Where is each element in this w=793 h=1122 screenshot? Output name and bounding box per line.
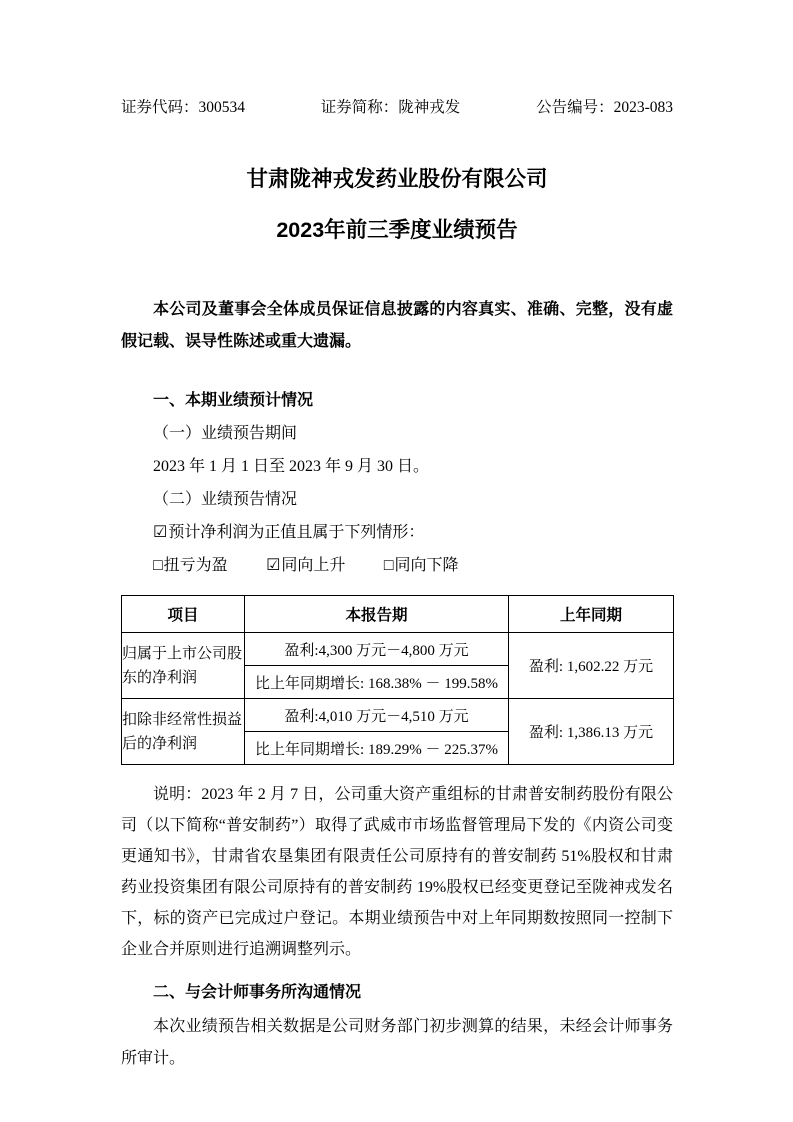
row-net-profit-amount: 盈利:4,300 万元－4,800 万元 [245,633,509,666]
table-row [122,633,674,666]
checkbox-checked-icon: ☑ [266,557,281,574]
option-turn-to-profit [153,557,228,574]
checkbox-unchecked-icon: □ [153,557,163,574]
section1-heading: 一、本期业绩预计情况 [153,392,314,409]
checkbox-unchecked-icon: □ [383,557,394,574]
row-net-profit-last-year: 盈利: 1,602.22 万元 [509,633,674,699]
section2-heading: 二、与会计师事务所沟通情况 [153,984,362,1001]
forecast-table [121,595,674,765]
column-header-item: 项目 [122,596,245,633]
row-item-net-profit: 归属于上市公司股东的净利润 [122,633,245,699]
checkbox-checked-icon: ☑ [153,524,168,541]
option-label: 同向上升 [281,557,346,574]
announcement-number: 公告编号：2023-083 [536,99,673,116]
column-header-current-period: 本报告期 [245,596,509,633]
option-same-direction-up [266,557,345,574]
option-label: 扭亏为盈 [163,557,228,574]
explanation-paragraph: 说明：2023 年 2 月 7 日，公司重大资产重组标的甘肃普安制药股份有限公司（以下简称“普安制药”）取得了武威市市场监督管理局下发的《内资公司变更通知书》，甘肃省农垦集团有限责任公司原持有的普安制药 51%股权和甘肃药业投资集团有限公司原持有的普安制药 19%股权已经变更登记至陇神戎发名下，标的资产已完成过户登记。本期业绩预告中对上年同期数按照同一控制下企业合并原则进行追溯调整列示。 [121,786,673,958]
row-net-profit-excl-amount: 盈利:4,010 万元－4,510 万元 [245,699,509,732]
forecast-type-label: 预计净利润为正值且属于下列情形： [168,524,425,541]
section2-body: 本次业绩预告相关数据是公司财务部门初步测算的结果，未经会计师事务所审计。 [121,1018,673,1067]
company-title: 甘肃陇神戎发药业股份有限公司 [246,167,548,191]
document-header [121,96,673,120]
option-label: 同向下降 [394,557,459,574]
table-header-row [122,596,674,633]
report-title: 2023年前三季度业绩预告 [276,218,518,242]
row-net-profit-excl-last-year: 盈利: 1,386.13 万元 [509,699,674,765]
forecast-options [121,549,673,582]
table-row [122,699,674,732]
stock-code: 证券代码：300534 [121,99,246,116]
declaration-paragraph: 本公司及董事会全体成员保证信息披露的内容真实、准确、完整，没有虚假记载、误导性陈述或重大遗漏。 [121,301,673,350]
option-same-direction-down [384,557,459,574]
row-item-net-profit-excl: 扣除非经常性损益后的净利润 [122,699,245,765]
row-net-profit-excl-growth: 比上年同期增长: 189.29% － 225.37% [245,732,509,765]
section1-sub2-heading: （二）业绩预告情况 [153,491,298,508]
forecast-type-line [121,516,673,549]
column-header-last-year: 上年同期 [509,596,674,633]
row-net-profit-growth: 比上年同期增长: 168.38% － 199.58% [245,666,509,699]
stock-name: 证券简称：陇神戎发 [320,99,461,116]
forecast-period: 2023 年 1 月 1 日至 2023 年 9 月 30 日。 [153,458,430,475]
section1-sub1-heading: （一）业绩预告期间 [153,425,298,442]
